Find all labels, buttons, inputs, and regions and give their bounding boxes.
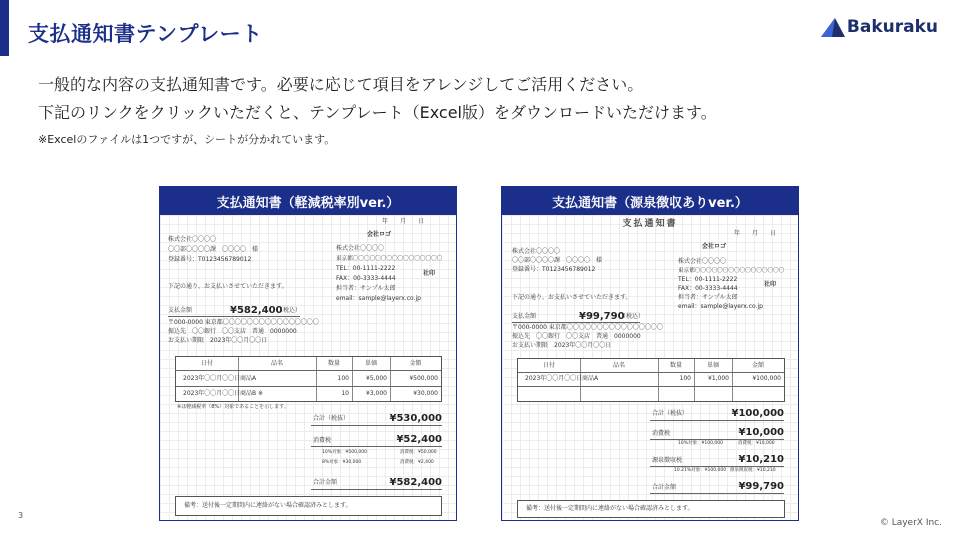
tax-detail-8-base: 8%対象：¥30,000 (322, 460, 362, 465)
col-price: 単価 (706, 362, 719, 369)
payment-due: お支払い期限 2023年〇〇月〇〇日 (168, 337, 268, 344)
row1-qty: 100 (337, 375, 349, 382)
company-logo-placeholder: 会社ロゴ (702, 243, 727, 250)
payee-address: 〒000-0000 東京都〇〇〇〇〇〇〇〇〇〇〇〇〇〇〇〇 (512, 324, 663, 331)
row1-amount: ¥500,000 (409, 375, 438, 382)
payee-bank: 振込先 〇〇銀行 〇〇支店 普通 0000000 (168, 328, 297, 335)
document-preview-reduced-tax (160, 215, 456, 520)
payment-due: お支払い期限 2023年〇〇月〇〇日 (512, 342, 612, 349)
col-amount: 金額 (751, 362, 764, 369)
sender-person: 担当者：サンプル太郎 (336, 285, 396, 292)
row2-amount: ¥30,000 (413, 390, 438, 397)
bakuraku-logo-icon (821, 17, 845, 37)
intro-line-2: 下記のリンクをクリックいただくと、テンプレート（Excel版）をダウンロードいただけます。 (38, 103, 717, 122)
company-logo-placeholder: 会社ロゴ (367, 231, 392, 238)
row1-date: 2023年〇〇月〇〇日 (183, 375, 241, 382)
remarks-text: 備考：送付後一定期間内に連絡がない場合確認済みとします。 (526, 505, 694, 512)
row1-item: 商品A (582, 375, 599, 382)
date-label: 年 月 日 (734, 230, 777, 237)
sender-address: 東京都〇〇〇〇〇〇〇〇〇〇〇〇〇〇〇〇 (336, 256, 443, 262)
remarks-box (517, 500, 785, 518)
tax-detail-10-tax: 消費税：¥50,000 (400, 450, 437, 455)
total-underline (311, 489, 442, 490)
document-preview-withholding (502, 215, 798, 520)
card-header-withholding[interactable]: 支払通知書（源泉徴収ありver.） (502, 187, 798, 215)
amount-value: ¥99,790 (579, 311, 625, 322)
subtotal-label: 合計（税抜） (313, 415, 350, 422)
company-seal: 社印 (423, 270, 436, 277)
template-card-reduced-tax[interactable] (159, 186, 457, 521)
date-label: 年 月 日 (382, 218, 425, 225)
amount-value: ¥582,400 (230, 305, 283, 316)
total-underline (650, 493, 784, 494)
tax-label: 消費税 (313, 437, 332, 444)
withholding-value: ¥10,210 (738, 454, 784, 465)
row1-amount: ¥100,000 (752, 375, 781, 382)
col-amount: 金額 (409, 360, 422, 367)
row1-qty: 100 (679, 375, 691, 382)
template-card-withholding[interactable] (501, 186, 799, 521)
card-header-reduced-tax[interactable]: 支払通知書（軽減税率別ver.） (160, 187, 456, 215)
total-label: 合計金額 (313, 479, 338, 486)
withholding-underline (650, 466, 784, 467)
payee-bank: 振込先 〇〇銀行 〇〇支店 普通 0000000 (512, 333, 641, 340)
sender-email: email：sample@layerx.co.jp (678, 303, 763, 310)
sender-tel: TEL：00-1111-2222 (678, 276, 738, 283)
row1-date: 2023年〇〇月〇〇日 (525, 375, 583, 382)
reduced-tax-note: ※は軽減税率（8%）対象であることを示します。 (177, 404, 289, 410)
col-date: 日付 (542, 362, 555, 369)
total-label: 合計金額 (652, 484, 677, 491)
greeting-text: 下記の通り、お支払いさせていただきます。 (168, 283, 288, 290)
sender-company: 株式会社〇〇〇〇 (336, 245, 385, 252)
row2-item: 商品B ※ (240, 390, 264, 397)
intro-line-1: 一般的な内容の支払通知書です。必要に応じて項目をアレンジしてご活用ください。 (38, 75, 644, 94)
subtotal-underline (311, 425, 442, 426)
amount-label: 支払金額 (168, 307, 193, 314)
slide-title: 支払通知書テンプレート (28, 22, 263, 46)
payee-address: 〒000-0000 東京都〇〇〇〇〇〇〇〇〇〇〇〇〇〇〇〇 (168, 319, 319, 326)
col-price: 単価 (364, 360, 377, 367)
recipient-company: 株式会社〇〇〇〇 (168, 236, 217, 243)
sender-person: 担当者：サンプル太郎 (678, 294, 738, 301)
excel-note: ※Excelのファイルは1つですが、シートが分かれています。 (38, 133, 336, 146)
withholding-detail-tax: 源泉徴収税：¥10,210 (730, 468, 776, 473)
items-table (517, 358, 785, 402)
tax-detail-base: 10%対象：¥100,000 (678, 441, 723, 446)
amount-tax-note: （税込） (620, 313, 645, 320)
tax-detail-8-tax: 消費税：¥2,400 (400, 460, 434, 465)
items-table (175, 356, 442, 402)
amount-underline (168, 316, 300, 317)
tax-detail-10-base: 10%対象：¥500,000 (322, 450, 367, 455)
row2-date: 2023年〇〇月〇〇日 (183, 390, 241, 397)
intro-text (38, 71, 717, 147)
total-value: ¥582,400 (389, 477, 442, 488)
recipient-dept: 〇〇部〇〇〇〇課 〇〇〇〇 様 (168, 246, 259, 253)
page-number: 3 (18, 511, 24, 520)
greeting-text: 下記の通り、お支払いさせていただきます。 (512, 294, 632, 301)
sender-address: 東京都〇〇〇〇〇〇〇〇〇〇〇〇〇〇〇〇 (678, 268, 785, 274)
document-title: 支払通知書 (622, 219, 678, 229)
registration-number: 登録番号：T0123456789012 (168, 256, 252, 263)
subtotal-underline (650, 420, 784, 421)
col-date: 日付 (200, 360, 213, 367)
sender-company: 株式会社〇〇〇〇 (678, 258, 727, 265)
col-item: 品名 (270, 360, 283, 367)
col-item: 品名 (612, 362, 625, 369)
row2-qty: 10 (341, 390, 349, 397)
brand-name: Bakuraku (846, 17, 938, 37)
tax-value: ¥10,000 (738, 427, 784, 438)
amount-tax-note: （税込） (277, 307, 302, 314)
col-qty: 数量 (669, 362, 682, 369)
row1-price: ¥5,000 (366, 375, 387, 382)
bakuraku-logo (821, 17, 938, 37)
withholding-detail-base: 10.21%対象：¥100,000 (674, 468, 727, 473)
remarks-box (175, 496, 442, 516)
subtotal-value: ¥530,000 (389, 413, 442, 424)
subtotal-label: 合計（税抜） (652, 410, 689, 417)
sender-email: email：sample@layerx.co.jp (336, 295, 421, 302)
amount-underline (512, 322, 640, 323)
row2-price: ¥3,000 (366, 390, 387, 397)
tax-detail-tax: 消費税：¥10,000 (738, 441, 775, 446)
tax-underline (311, 446, 442, 447)
subtotal-value: ¥100,000 (731, 408, 784, 419)
row1-item: 商品A (240, 375, 257, 382)
registration-number: 登録番号：T0123456789012 (512, 266, 596, 273)
title-accent-bar (0, 0, 9, 56)
recipient-dept: 〇〇部〇〇〇〇課 〇〇〇〇 様 (512, 257, 603, 264)
row1-price: ¥1,000 (708, 375, 729, 382)
copyright: © LayerX Inc. (879, 518, 942, 528)
withholding-label: 源泉徴収税 (652, 457, 683, 464)
sender-fax: FAX：00-3333-4444 (678, 285, 738, 292)
total-value: ¥99,790 (738, 481, 784, 492)
recipient-company: 株式会社〇〇〇〇 (512, 248, 561, 255)
tax-underline (650, 439, 784, 440)
tax-value: ¥52,400 (396, 434, 442, 445)
tax-label: 消費税 (652, 430, 671, 437)
company-seal: 社印 (764, 281, 777, 288)
sender-fax: FAX：00-3333-4444 (336, 275, 396, 282)
sender-tel: TEL：00-1111-2222 (336, 265, 396, 272)
amount-label: 支払金額 (512, 313, 537, 320)
col-qty: 数量 (327, 360, 340, 367)
remarks-text: 備考：送付後一定期間内に連絡がない場合確認済みとします。 (184, 502, 352, 509)
